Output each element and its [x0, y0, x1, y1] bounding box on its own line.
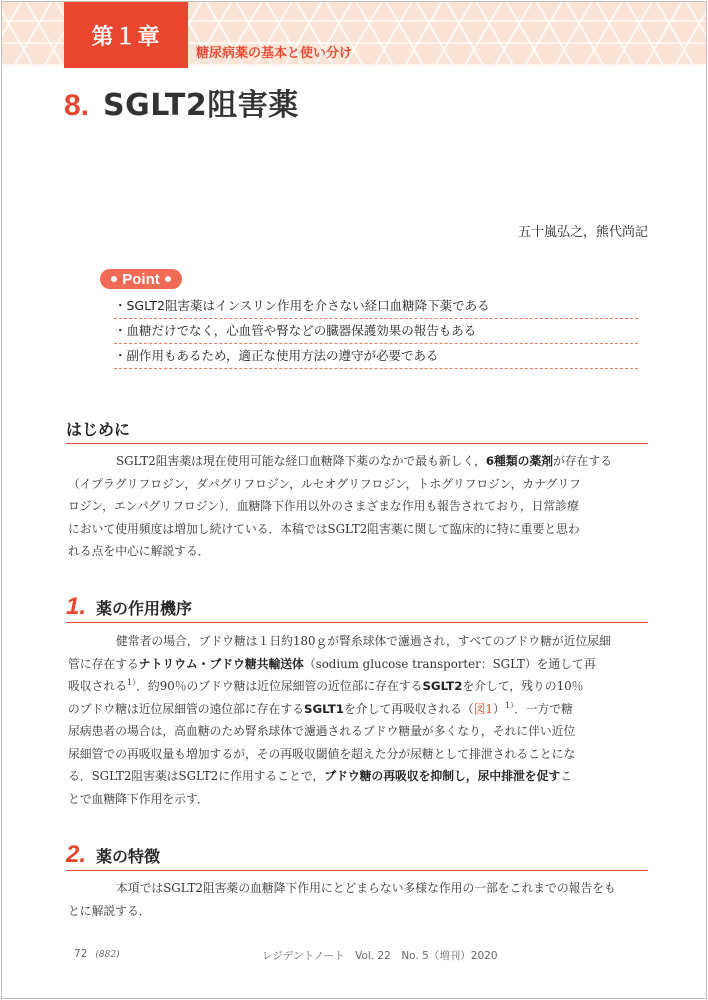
- authors: 五十嵐弘之，熊代尚記: [517, 225, 648, 240]
- section1-line: 尿病患者の場合は，高血糖のため腎糸球体で濾過されるブドウ糖量が多くなり，それに伴い近位: [68, 724, 576, 738]
- citation-sup: 1）: [127, 678, 137, 688]
- intro-line: れる点を中心に解説する．: [68, 544, 210, 558]
- article-title: [64, 80, 299, 124]
- section2-heading: [66, 843, 648, 871]
- section1-text: のブドウ糖は近位尿細管の遠位部に存在する: [68, 701, 304, 716]
- highlight-text: SGLT2: [422, 679, 463, 693]
- chapter-subtitle: 糖尿病薬の基本と使い分け: [196, 46, 353, 61]
- page-number-text: 72: [74, 948, 88, 960]
- point-dot-right-icon: [165, 276, 171, 282]
- section1-text: る．SGLT2阻害薬はSGLT2に作用することで，: [68, 769, 325, 783]
- intro-line-text: SGLT2阻害薬は現在使用可能な経口血糖降下薬のなかで最も新しく，: [116, 454, 486, 468]
- citation-sup: 1）: [504, 700, 514, 710]
- point-badge: [100, 269, 182, 289]
- section1-text: ．一方で糖: [513, 701, 573, 716]
- header-band: [2, 2, 706, 66]
- section1-heading-text: 薬の作用機序: [96, 599, 193, 618]
- journal-info: レジデントノート Vol. 22 No. 5（増刊）2020: [262, 950, 498, 962]
- article-number: 8.: [64, 89, 90, 122]
- intro-heading-text: はじめに: [66, 420, 131, 439]
- section1-text: （sodium glucose transporter：SGLT）を通して再: [303, 656, 596, 671]
- highlight-text: ブドウ糖の再吸収を抑制し，尿中排泄を促す: [324, 769, 561, 783]
- section1-text: ）: [493, 701, 505, 716]
- section1-line: 尿細管での再吸収量も増加するが，その再吸収閾値を超えた分が尿糖として排泄されることにな: [68, 746, 576, 761]
- section2-number: 2.: [66, 841, 87, 868]
- section2-line: 本項ではSGLT2阻害薬の血糖降下作用にとどまらない多様な作用の一部をこれまでの報告をも: [116, 881, 616, 895]
- section1-line: [68, 675, 650, 698]
- section1-line: とで血糖降下作用を示す．: [68, 791, 209, 806]
- point-item: ・血糖だけでなく，心血管や腎などの臓器保護効果の報告もある: [114, 319, 638, 344]
- highlight-text: 6種類の薬剤: [485, 454, 554, 468]
- highlight-text: ナトリウム・ブドウ糖共輸送体: [138, 656, 304, 671]
- point-label: Point: [122, 270, 160, 288]
- section1-line: [68, 765, 650, 788]
- point-dot-left-icon: [111, 276, 117, 282]
- section1-paragraph: [68, 630, 650, 810]
- section1-heading: [66, 595, 648, 623]
- section1-text: 管に存在する: [68, 656, 139, 671]
- section2-paragraph: [68, 877, 650, 922]
- point-list: [114, 294, 638, 369]
- section1-text: 吸収される: [68, 679, 127, 693]
- section1-text: こ: [560, 769, 572, 783]
- intro-line: （イプラグリフロジン，ダパグリフロジン，ルセオグリフロジン，トホグリフロジン，カナグリフ: [68, 476, 581, 491]
- section1-text: ．約90％のブドウ糖は近位尿細管の近位部に存在する: [136, 679, 423, 693]
- chapter-label: 第１章: [64, 2, 188, 68]
- section2-line: とに解説する．: [68, 903, 151, 918]
- article-title-text: SGLT2阻害薬: [103, 88, 299, 123]
- intro-line: において使用頻度は増加し続けている．本稿ではSGLT2阻害薬に関して臨床的に特に重要と思わ: [68, 521, 580, 536]
- intro-line: [116, 450, 650, 473]
- section1-line: 健常者の場合，ブドウ糖は１日約180ｇが腎糸球体で濾過され，すべてのブドウ糖が近位尿細: [116, 634, 611, 648]
- section2-heading-text: 薬の特徴: [96, 847, 161, 866]
- intro-line: ロジン，エンパグリフロジン）．血糖降下作用以外のさまざまな作用も報告されており，日常診療: [68, 499, 579, 513]
- intro-line-text: が存在する: [553, 454, 613, 468]
- page-number-sub: (882): [95, 950, 120, 960]
- section1-text: を介して，残りの10％: [462, 679, 584, 693]
- highlight-text: SGLT1: [303, 701, 344, 716]
- figure-ref-link[interactable]: 図1: [473, 701, 494, 716]
- page-number: [74, 948, 120, 960]
- section1-text: を介して再吸収される（: [343, 701, 474, 716]
- section1-line: [68, 698, 650, 721]
- intro-heading: [66, 416, 648, 444]
- section1-line: [68, 653, 650, 676]
- section1-number: 1.: [66, 593, 87, 620]
- intro-paragraph: [68, 450, 650, 563]
- point-item: ・SGLT2阻害薬はインスリン作用を介さない経口血糖降下薬である: [114, 294, 638, 319]
- point-item: ・副作用もあるため，適正な使用方法の遵守が必要である: [114, 344, 638, 369]
